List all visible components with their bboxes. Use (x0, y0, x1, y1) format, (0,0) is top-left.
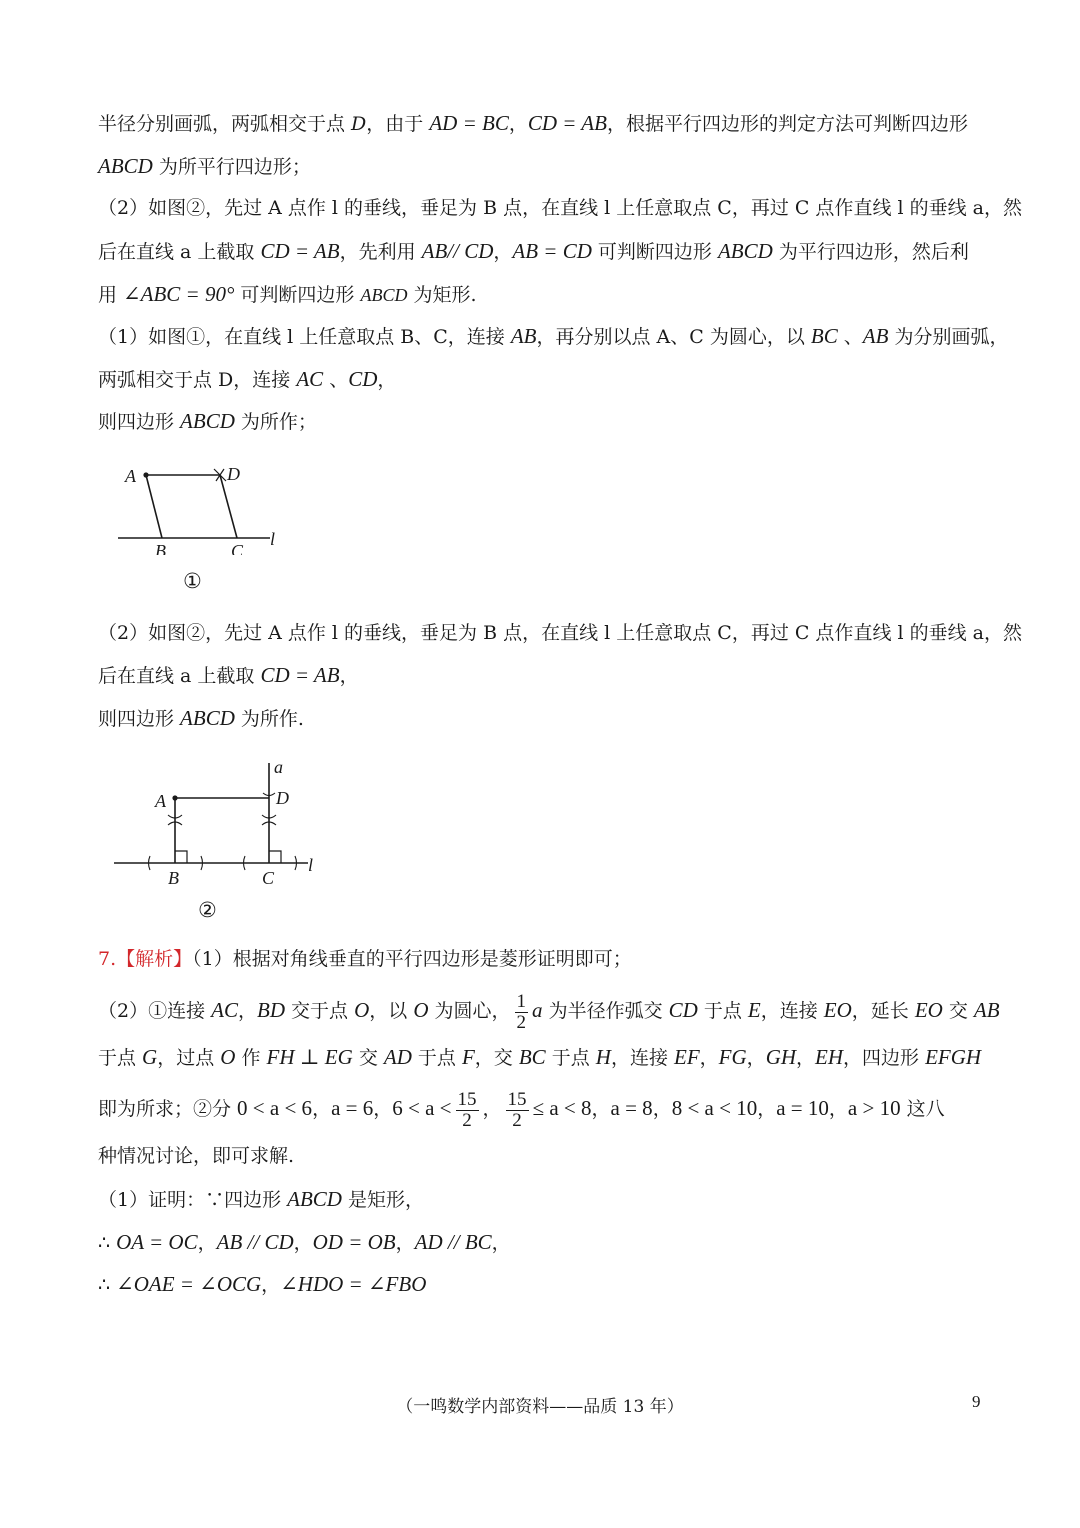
paragraph-line: 半径分别画弧，两弧相交于点 D，由于 AD = BC，CD = AB，根据平行四边形的判定方法可判断四边形 (98, 111, 968, 135)
point-a (143, 472, 148, 477)
figure-1-diagram (110, 455, 290, 555)
paragraph-line: 即为所求；②分 0 < a < 6，a = 6，6 < a < $\frac{15}{2}$ ， $\frac{15}{2}$ ≤ a < 8，a = 8，8 < a < 10，a = 10，a > 10 这八 (98, 1088, 945, 1131)
page-number: 9 (972, 1392, 981, 1411)
label-a: A (155, 791, 166, 811)
figure-rectangle (108, 755, 328, 894)
paragraph-line: 种情况讨论，即可求解. (98, 1145, 295, 1167)
paragraph-line: ∴ ∠OAE = ∠OCG，∠HDO = ∠FBO (98, 1272, 427, 1296)
label-c: C (262, 868, 275, 888)
figure-1-label: ① (183, 569, 202, 593)
fraction-half: $\frac{1}{2}$ (516, 990, 527, 1033)
figure-2-label: ② (198, 898, 217, 922)
label-l: l (308, 855, 314, 875)
paragraph-line: （2）如图②，先过 A 点作 l 的垂线，垂足为 B 点，在直线 l 上任意取点 C，再过 C 点作直线 l 的垂线 a，然 (98, 197, 1022, 219)
point-a (172, 795, 177, 800)
paragraph-line: （1）如图①，在直线 l 上任意取点 B、C，连接 AB，再分别以点 A、C 为圆心，以 BC 、AB 为分别画弧， (98, 324, 1009, 348)
figure-2-diagram (108, 755, 328, 890)
paragraph-line: 则四边形 ABCD 为所作； (98, 409, 317, 433)
paragraph-line: 后在直线 a 上截取 CD = AB，先利用 AB// CD，AB = CD 可判断四边形 ABCD 为平行四边形，然后利 (98, 239, 969, 263)
paragraph-line: 用 ∠ABC = 90° 可判断四边形 ABCD 为矩形. (98, 282, 477, 306)
label-d: D (227, 464, 240, 484)
label-a: A (125, 466, 136, 486)
fraction-15-2: $\frac{15}{2}$ (507, 1088, 527, 1131)
label-a-line: a (274, 757, 283, 777)
paragraph-line: 后在直线 a 上截取 CD = AB， (98, 663, 359, 687)
paragraph-line: 两弧相交于点 D，连接 AC 、CD， (98, 367, 397, 391)
figure-parallelogram (110, 455, 290, 559)
segment-ab (146, 475, 162, 538)
paragraph-line: （1）证明：∵四边形 ABCD 是矩形， (98, 1187, 425, 1211)
page-footer: （一鸣数学内部资料——品质 13 年） (396, 1397, 684, 1417)
paragraph-line: （2）如图②，先过 A 点作 l 的垂线，垂足为 B 点，在直线 l 上任意取点 C，再过 C 点作直线 l 的垂线 a，然 (98, 622, 1022, 644)
question-7-heading: 7.【解析】（1）根据对角线垂直的平行四边形是菱形证明即可； (98, 948, 632, 970)
right-angle-c (269, 851, 281, 863)
right-angle-b (175, 851, 187, 863)
segment-dc (220, 475, 237, 538)
label-d: D (276, 788, 289, 808)
label-b: B (168, 868, 179, 888)
label-l: l (270, 529, 276, 549)
paragraph-line: ∴ OA = OC，AB // CD，OD = OB，AD // BC， (98, 1230, 511, 1254)
paragraph-line: 则四边形 ABCD 为所作. (98, 706, 304, 730)
fraction-15-2: $\frac{15}{2}$ (457, 1088, 477, 1131)
label-b: B (155, 541, 166, 555)
paragraph-line: （2）①连接 AC，BD 交于点 O，以 O 为圆心， $\frac{1}{2}$ a 为半径作弧交 CD 于点 E，连接 EO，延长 EO 交 AB (98, 990, 1000, 1033)
label-c: C (231, 541, 244, 555)
paragraph-line: 于点 G，过点 O 作 FH ⊥ EG 交 AD 于点 F，交 BC 于点 H，连接 EF，FG，GH，EH，四边形 EFGH (98, 1045, 982, 1069)
paragraph-line: ABCD 为所平行四边形； (98, 154, 311, 178)
